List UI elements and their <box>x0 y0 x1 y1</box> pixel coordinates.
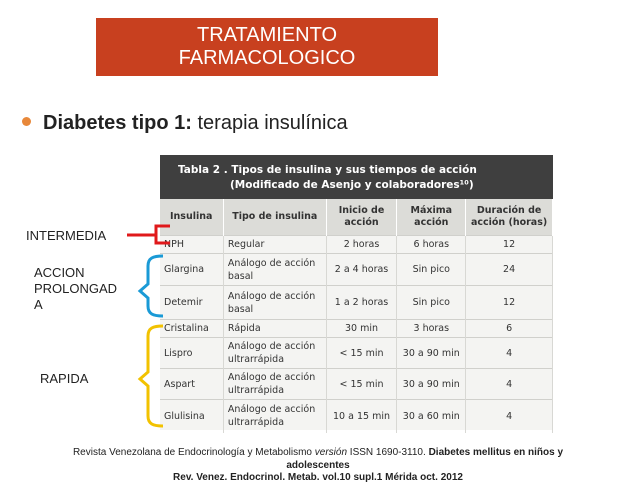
table-cell: 4 <box>466 400 553 433</box>
table-cell: 2 a 4 horas <box>326 254 397 286</box>
table-cell: 12 <box>466 236 553 254</box>
label-accion-prolongada <box>34 265 117 313</box>
table-cell: < 15 min <box>326 369 397 400</box>
reference-text <box>48 446 588 472</box>
bullet-text: terapia insulínica <box>191 112 348 134</box>
label-intermedia: INTERMEDIA <box>26 228 107 243</box>
reference-citation: Rev. Venez. Endocrinol. Metab. vol.10 supl.1 Mérida oct. 2012 <box>173 472 463 483</box>
table-cell: < 15 min <box>326 338 397 369</box>
table-cell: Análogo de acción basal <box>223 286 326 320</box>
table-caption-line-1: Tabla 2 . Tipos de insulina y sus tiempos de acción <box>178 164 477 176</box>
table-cell: Lispro <box>160 338 223 369</box>
table-cell: Sin pico <box>397 286 466 320</box>
table-cell: 12 <box>466 286 553 320</box>
table-cell: 30 min <box>326 320 397 338</box>
reference-version: versión <box>314 447 348 458</box>
table-cell: 6 horas <box>397 236 466 254</box>
table-caption-line-2: (Modificado de Asenjo y colaboradores¹⁰) <box>230 179 474 191</box>
table-cell: Cristalina <box>160 320 223 338</box>
table-cell: Análogo de acción ultrarrápida <box>223 400 326 433</box>
table-cell: NPH <box>160 236 223 254</box>
title-line-1: TRATAMIENTO <box>197 24 337 46</box>
table-cell: 10 a 15 min <box>326 400 397 433</box>
reference-article: Diabetes mellitus en niños y adolescentes <box>286 447 564 471</box>
table-cell: 24 <box>466 254 553 286</box>
table-cell: Sin pico <box>397 254 466 286</box>
table-cell: 30 a 60 min <box>397 400 466 433</box>
header-maxima: Máxima acción <box>397 199 466 236</box>
blue-bracket <box>140 256 163 316</box>
table-cell: Análogo de acción basal <box>223 254 326 286</box>
reference-journal: Revista Venezolana de Endocrinología y Metabolismo <box>72 447 315 458</box>
table-cell: Rápida <box>223 320 326 338</box>
label-prolongada-line-2: PROLONGAD <box>34 281 118 296</box>
table-cell: Glulisina <box>160 400 223 433</box>
table-cell: 6 <box>466 320 553 338</box>
table-cell: Detemir <box>160 286 223 320</box>
table-cell: 2 horas <box>326 236 397 254</box>
table-cell: Análogo de acción ultrarrápida <box>223 369 326 400</box>
table-cell: 4 <box>466 338 553 369</box>
table-cell: 30 a 90 min <box>397 369 466 400</box>
reference-issn: ISSN 1690-3110. <box>347 447 429 458</box>
table-cell: Aspart <box>160 369 223 400</box>
title-line-2: FARMACOLOGICO <box>178 47 356 69</box>
header-tipo: Tipo de insulina <box>223 199 326 236</box>
bullet-bold-text: Diabetes tipo 1: <box>43 112 192 134</box>
table-cell: Glargina <box>160 254 223 286</box>
header-inicio: Inicio de acción <box>326 199 397 236</box>
header-insulina: Insulina <box>160 199 223 236</box>
yellow-bracket <box>140 326 163 426</box>
table-cell: 3 horas <box>397 320 466 338</box>
header-duracion: Duración de acción (horas) <box>466 199 553 236</box>
label-prolongada-line-1: ACCION <box>34 265 85 280</box>
table-cell: 4 <box>466 369 553 400</box>
table-cell: Análogo de acción ultrarrápida <box>223 338 326 369</box>
table-cell: 30 a 90 min <box>397 338 466 369</box>
red-bracket <box>127 226 170 243</box>
table-cell: 1 a 2 horas <box>326 286 397 320</box>
label-prolongada-line-3: A <box>34 297 43 312</box>
table-cell: Regular <box>223 236 326 254</box>
label-rapida: RAPIDA <box>40 371 89 386</box>
